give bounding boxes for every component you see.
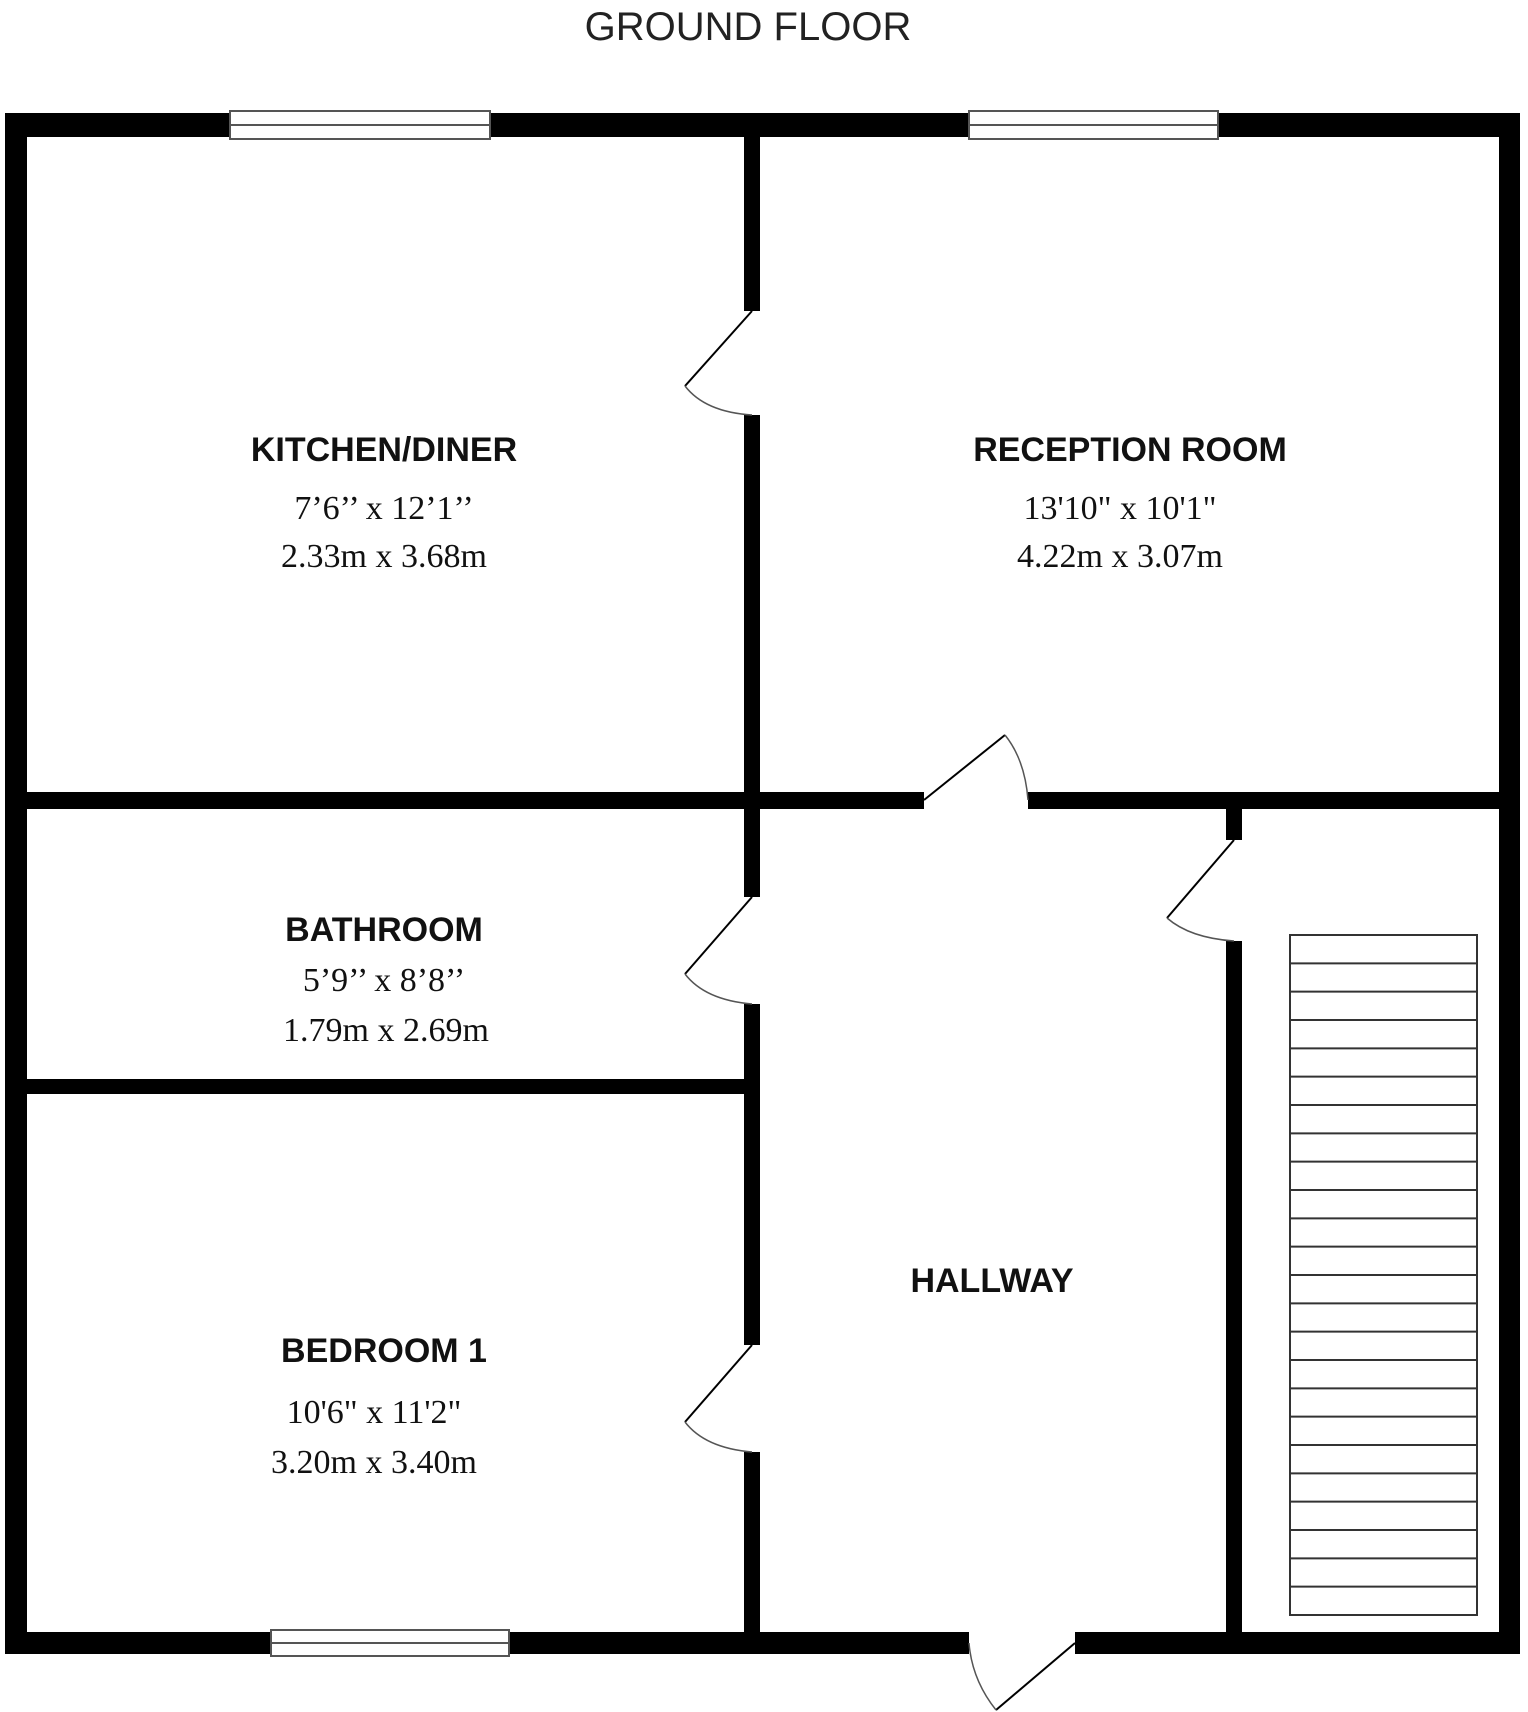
room-bathroom <box>283 911 489 1049</box>
inner-wall <box>1028 792 1520 809</box>
room-dimensions-imperial: 7’6’’ x 12’1’’ <box>294 490 474 527</box>
room-bedroom-1 <box>271 1332 487 1481</box>
door-stair-cupboard <box>1167 840 1234 941</box>
inner-wall <box>744 1004 760 1345</box>
window <box>230 111 490 139</box>
door-bathroom <box>685 897 752 1004</box>
room-name: BATHROOM <box>285 911 483 949</box>
door-bedroom <box>685 1345 752 1452</box>
inner-wall <box>5 792 924 809</box>
outer-wall-left <box>5 113 27 1654</box>
inner-wall <box>1226 800 1242 840</box>
room-name: BEDROOM 1 <box>281 1332 487 1370</box>
room-dimensions-imperial: 10'6" x 11'2" <box>286 1394 462 1431</box>
room-name: KITCHEN/DINER <box>250 431 518 469</box>
inner-wall <box>744 1452 760 1642</box>
room-dimensions-metric: 3.20m x 3.40m <box>271 1444 477 1481</box>
room-dimensions-imperial: 13'10" x 10'1" <box>1023 490 1217 527</box>
staircase <box>1290 935 1477 1615</box>
room-reception <box>973 431 1287 575</box>
room-dimensions-metric: 1.79m x 2.69m <box>283 1012 489 1049</box>
room-name: RECEPTION ROOM <box>973 431 1287 469</box>
room-hallway <box>910 1262 1073 1300</box>
room-dimensions-imperial: 5’9’’ x 8’8’’ <box>302 962 466 999</box>
room-name: HALLWAY <box>910 1262 1074 1300</box>
outer-wall-right <box>1499 113 1520 1654</box>
room-dimensions-metric: 4.22m x 3.07m <box>1017 538 1223 575</box>
inner-wall <box>1226 941 1242 1642</box>
inner-wall <box>744 113 760 311</box>
window <box>271 1630 509 1656</box>
inner-wall <box>5 1079 760 1094</box>
door-kitchen <box>685 311 752 415</box>
door-front <box>969 1643 1075 1710</box>
door-reception <box>924 735 1028 800</box>
floor-title: GROUND FLOOR <box>584 5 912 49</box>
inner-wall <box>744 415 760 897</box>
outer-wall-bottom-right <box>1075 1632 1520 1654</box>
room-dimensions-metric: 2.33m x 3.68m <box>281 538 487 575</box>
room-kitchen <box>251 431 517 575</box>
window <box>969 111 1218 139</box>
